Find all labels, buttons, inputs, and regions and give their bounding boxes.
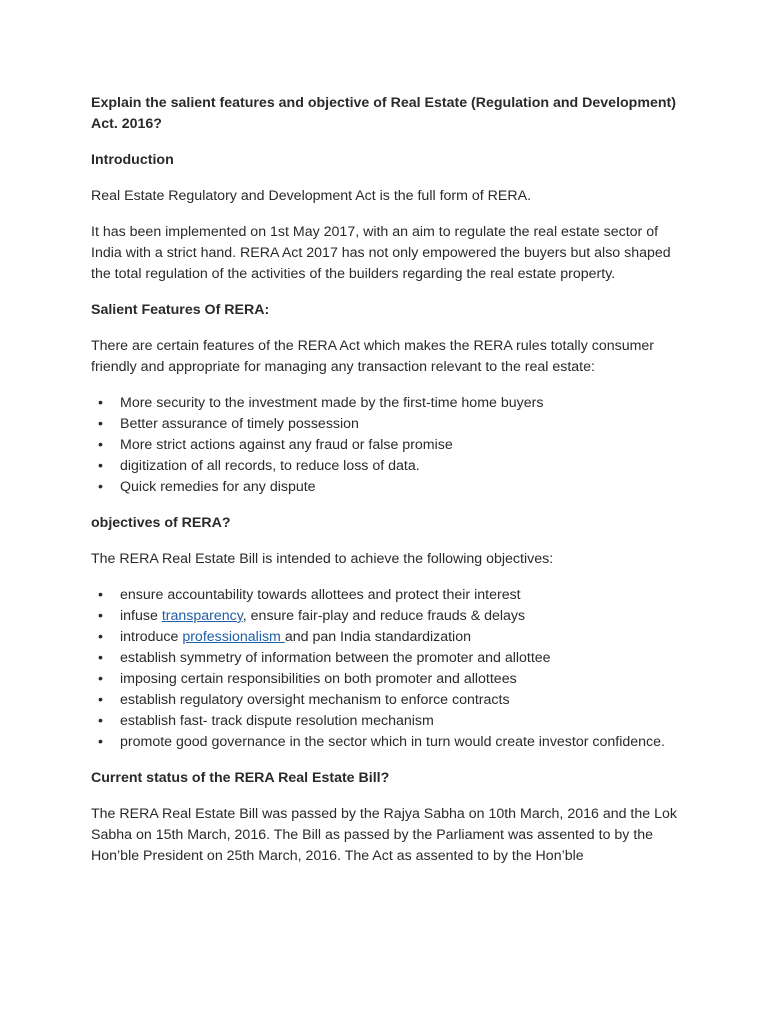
status-paragraph: The RERA Real Estate Bill was passed by the Rajya Sabha on 10th March, 2016 and the Lok Sabha on 15th March, 2016. The Bill as passed by the Parliament was assented to by the Hon’ble President on 25th March, 2016. The Act as assented to by the Hon’ble bbox=[91, 806, 677, 864]
introduction-paragraph-1: Real Estate Regulatory and Development Act is the full form of RERA. bbox=[91, 188, 532, 204]
list-item-text: and pan India standardization bbox=[284, 629, 471, 645]
objectives-list bbox=[91, 585, 691, 753]
list-item-text: introduce bbox=[120, 629, 183, 645]
features-heading: Salient Features Of RERA: bbox=[91, 302, 270, 318]
features-list bbox=[91, 393, 691, 498]
list-item: • promote good governance in the sector which in turn would create investor confidence. bbox=[91, 732, 691, 753]
document-page bbox=[91, 93, 691, 867]
objectives-intro-paragraph: The RERA Real Estate Bill is intended to achieve the following objectives: bbox=[91, 551, 554, 567]
list-item: • imposing certain responsibilities on both promoter and allottees bbox=[91, 669, 691, 690]
objectives-heading: objectives of RERA? bbox=[91, 515, 231, 531]
list-item: • establish fast- track dispute resolution mechanism bbox=[91, 711, 691, 732]
professionalism-link[interactable]: professionalism bbox=[182, 629, 285, 645]
list-item: • Better assurance of timely possession bbox=[91, 414, 691, 435]
list-item bbox=[91, 627, 691, 648]
list-item: • digitization of all records, to reduce loss of data. bbox=[91, 456, 691, 477]
features-intro-paragraph: There are certain features of the RERA Act which makes the RERA rules totally consumer friendly and appropriate for managing any transaction relevant to the real estate: bbox=[91, 338, 655, 375]
list-item-text: infuse bbox=[120, 608, 162, 624]
list-item: • More strict actions against any fraud or false promise bbox=[91, 435, 691, 456]
introduction-heading: Introduction bbox=[91, 152, 174, 168]
list-item: • establish symmetry of information between the promoter and allottee bbox=[91, 648, 691, 669]
list-item-text: , ensure fair-play and reduce frauds & delays bbox=[242, 608, 526, 624]
list-item: • More security to the investment made by the first-time home buyers bbox=[91, 393, 691, 414]
list-item: • ensure accountability towards allottees and protect their interest bbox=[91, 585, 691, 606]
list-item: • establish regulatory oversight mechanism to enforce contracts bbox=[91, 690, 691, 711]
introduction-paragraph-2: It has been implemented on 1st May 2017, with an aim to regulate the real estate sector of India with a strict hand. RERA Act 2017 has not only empowered the buyers but also shaped the total regulation of the activities of the builders regarding the real estate property. bbox=[91, 224, 671, 282]
transparency-link[interactable]: transparency bbox=[161, 608, 243, 624]
status-heading: Current status of the RERA Real Estate Bill? bbox=[91, 770, 390, 786]
list-item bbox=[91, 606, 691, 627]
document-title: Explain the salient features and objective of Real Estate (Regulation and Development) Act. 2016? bbox=[91, 95, 676, 132]
list-item: • Quick remedies for any dispute bbox=[91, 477, 691, 498]
